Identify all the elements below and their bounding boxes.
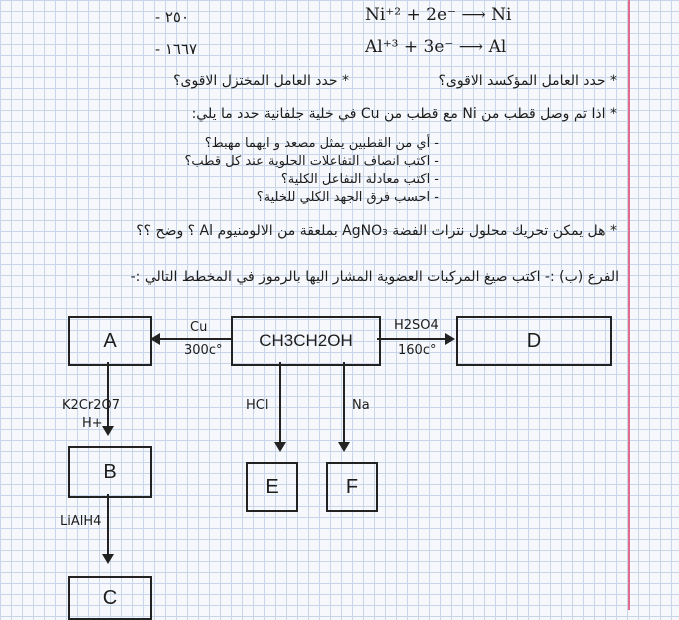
box-D: D bbox=[456, 316, 612, 366]
question-galvanic-cell: * اذا تم وصل قطب من Ni مع قطب من Cu في خلية جلفانية حدد ما يلي: bbox=[191, 106, 617, 122]
label-h-plus: H+ bbox=[82, 416, 103, 431]
box-A: A bbox=[68, 316, 152, 366]
arrow-to-A-line bbox=[160, 338, 231, 340]
arrow-A-to-B-head bbox=[102, 426, 114, 436]
label-hcl: HCl bbox=[246, 398, 269, 413]
question-anode-cathode: - أي من القطبين يمثل مصعد و ايهما مهبط؟ bbox=[204, 136, 439, 151]
potential-value-2: - ١٦٦٧ bbox=[155, 40, 198, 58]
potential-value-1: - ٢٥٠ bbox=[155, 8, 190, 26]
arrow-to-D-line bbox=[377, 338, 445, 340]
label-na: Na bbox=[352, 398, 370, 413]
label-300c: 300c° bbox=[184, 343, 223, 358]
arrow-to-E-line bbox=[279, 362, 281, 442]
box-ethanol: CH3CH2OH bbox=[231, 316, 381, 366]
box-F: F bbox=[326, 462, 378, 512]
label-lialh4: LiAlH4 bbox=[60, 514, 102, 529]
section-heading: الفرع (ب) :- اكتب صيغ المركبات العضوية المشار اليها بالرموز في المخطط التالي :- bbox=[130, 269, 619, 285]
box-C: C bbox=[68, 576, 152, 620]
question-overall-equation: - اكتب معادلة التفاعل الكلية؟ bbox=[280, 172, 439, 187]
question-cell-potential: - احسب فرق الجهد الكلي للخلية؟ bbox=[256, 190, 439, 205]
arrow-A-to-B-line bbox=[107, 362, 109, 426]
label-k2cr2o7: K2Cr2O7 bbox=[62, 398, 120, 413]
notebook-margin-line bbox=[628, 0, 630, 610]
box-E: E bbox=[246, 462, 298, 512]
arrow-to-F-head bbox=[338, 442, 350, 452]
equation-nickel: Ni⁺² + 2e⁻ ⟶ Ni bbox=[365, 5, 512, 25]
question-oxidizer: * حدد العامل المؤكسد الاقوى؟ bbox=[438, 73, 617, 89]
arrow-B-to-C-line bbox=[107, 494, 109, 554]
arrow-to-F-line bbox=[343, 362, 345, 442]
arrow-to-A-head bbox=[150, 333, 160, 345]
question-silver-nitrate: * هل يمكن تحريك محلول نترات الفضة AgNO₃ بملعقة من الالومنيوم Al ؟ وضح ؟؟ bbox=[136, 223, 617, 239]
question-half-reactions: - اكتب انصاف التفاعلات الحلوية عند كل قطب؟ bbox=[184, 154, 439, 169]
arrow-to-E-head bbox=[274, 442, 286, 452]
arrow-B-to-C-head bbox=[102, 554, 114, 564]
label-h2so4: H2SO4 bbox=[394, 318, 439, 333]
arrow-to-D-head bbox=[445, 333, 455, 345]
label-cu: Cu bbox=[190, 320, 208, 335]
equation-aluminum: Al⁺³ + 3e⁻ ⟶ Al bbox=[365, 37, 507, 57]
label-160c: 160c° bbox=[398, 343, 437, 358]
box-B: B bbox=[68, 446, 152, 498]
question-reducer: * حدد العامل المختزل الاقوى؟ bbox=[173, 73, 349, 89]
